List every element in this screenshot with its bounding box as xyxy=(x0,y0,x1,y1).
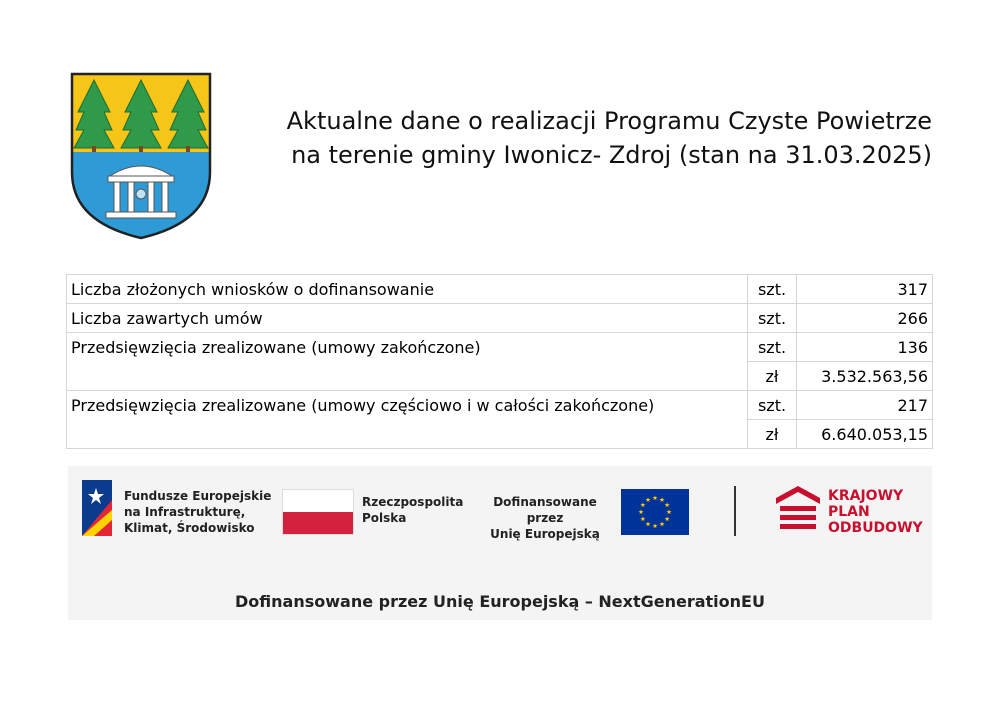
row-unit: szt. xyxy=(748,391,797,420)
pl-line-1: Rzeczpospolita xyxy=(362,495,464,509)
row-value: 6.640.053,15 xyxy=(797,420,933,449)
row-unit: zł xyxy=(748,420,797,449)
fe-line-2: na Infrastrukturę, xyxy=(124,505,246,519)
row-value: 217 xyxy=(797,391,933,420)
table-row xyxy=(67,275,933,304)
pl-line-2: Polska xyxy=(362,511,407,525)
row-value: 266 xyxy=(797,304,933,333)
table-row xyxy=(67,362,933,391)
row-label: Przedsięwzięcia zrealizowane (umowy zakończone) xyxy=(67,333,748,362)
eu-flag-icon xyxy=(621,489,689,535)
row-label xyxy=(67,420,748,449)
table-row xyxy=(67,333,933,362)
row-label: Przedsięwzięcia zrealizowane (umowy częściowo i w całości zakończone) xyxy=(67,391,748,420)
kpo-line-3: ODBUDOWY xyxy=(828,520,923,536)
krajowy-plan-odbudowy-logo-icon xyxy=(776,486,820,536)
funding-logos-band xyxy=(68,466,932,620)
row-label: Liczba zawartych umów xyxy=(67,304,748,333)
eu-line-1: Dofinansowane przez xyxy=(493,495,597,525)
next-generation-eu-note: Dofinansowane przez Unię Europejską – NextGenerationEU xyxy=(235,592,765,611)
fe-line-3: Klimat, Środowisko xyxy=(124,521,255,535)
page-title xyxy=(230,104,932,172)
table-row xyxy=(67,391,933,420)
row-value: 3.532.563,56 xyxy=(797,362,933,391)
eu-line-2: Unię Europejską xyxy=(490,527,600,541)
row-value: 317 xyxy=(797,275,933,304)
fundusze-europejskie-logo-icon xyxy=(82,480,112,536)
row-label xyxy=(67,362,748,391)
row-label: Liczba złożonych wniosków o dofinansowanie xyxy=(67,275,748,304)
title-line-2: na terenie gminy Iwonicz- Zdroj (stan na 31.03.2025) xyxy=(291,141,932,169)
table-row xyxy=(67,420,933,449)
title-line-1: Aktualne dane o realizacji Programu Czyste Powietrze xyxy=(286,107,932,135)
row-unit: zł xyxy=(748,362,797,391)
kpo-line-1: KRAJOWY xyxy=(828,488,904,504)
rzeczpospolita-polska-label xyxy=(362,494,462,526)
row-unit: szt. xyxy=(748,275,797,304)
kpo-line-2: PLAN xyxy=(828,504,870,520)
row-unit: szt. xyxy=(748,333,797,362)
coat-of-arms-logo xyxy=(70,72,212,240)
row-value: 136 xyxy=(797,333,933,362)
eu-funding-label xyxy=(476,494,614,542)
krajowy-plan-odbudowy-label xyxy=(828,488,928,536)
polish-flag-icon xyxy=(282,489,354,535)
data-table xyxy=(66,274,933,449)
fundusze-europejskie-label xyxy=(124,488,294,536)
row-unit: szt. xyxy=(748,304,797,333)
table-row xyxy=(67,304,933,333)
fe-line-1: Fundusze Europejskie xyxy=(124,489,272,503)
logo-divider xyxy=(734,486,736,536)
